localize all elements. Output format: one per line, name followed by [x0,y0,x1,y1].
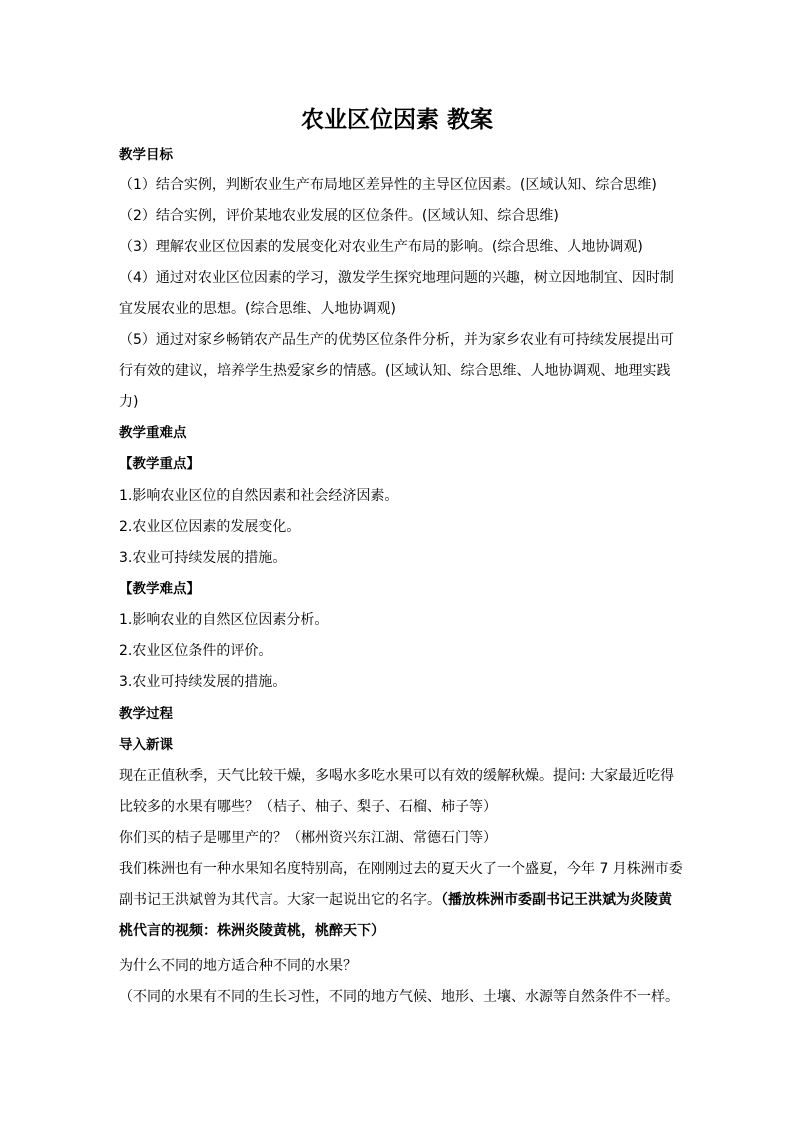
process-line: 现在正值秋季，天气比较干燥，多喝水多吃水果可以有效的缓解秋燥。提问: 大家最近吃得 [119,768,675,784]
objective-item: （4）通过对农业区位因素的学习，激发学生探究地理问题的兴趣，树立因地制宜、因时制 [119,270,674,286]
difficult-point-item: 1.影响农业的自然区位因素分析。 [119,612,329,628]
process-question: 为什么不同的地方适合种不同的水果？ [119,958,357,974]
difficult-point-item: 3.农业可持续发展的措施。 [119,674,287,690]
key-point-item: 3.农业可持续发展的措施。 [119,550,287,566]
video-note-bold: （播放株洲市委副书记王洪斌为炎陵黄 [441,892,672,908]
subheading-difficult-points: 【教学难点】 [119,581,200,597]
process-answer: （不同的水果有不同的生长习性，不同的地方气候、地形、土壤、水源等自然条件不一样。 [119,989,679,1005]
section-heading-process: 教学过程 [119,706,173,722]
process-line-text: 副书记王洪斌曾为其代言。大家一起说出它的名字。 [119,892,441,908]
objective-item: 宜发展农业的思想。(综合思维、人地协调观) [119,301,396,317]
process-line-mixed [119,890,689,910]
section-heading-key-difficult: 教学重难点 [119,425,187,441]
process-line: 你们买的桔子是哪里产的？（郴州资兴东江湖、常德石门等） [119,830,497,846]
objective-item: （2）结合实例，评价某地农业发展的区位条件。(区域认知、综合思维) [119,208,559,224]
process-line: 我们株洲也有一种水果知名度特别高，在刚刚过去的夏天火了一个盛夏，今年 7 月株洲市委 [119,861,683,877]
objective-item: 行有效的建议，培养学生热爱家乡的情感。(区域认知、综合思维、人地协调观、地理实践 [119,363,671,379]
objective-item: （5）通过对家乡畅销农产品生产的优势区位条件分析，并为家乡农业有可持续发展提出可 [119,332,674,348]
objective-item: （3）理解农业区位因素的发展变化对农业生产布局的影响。(综合思维、人地协调观) [119,239,643,255]
key-point-item: 1.影响农业区位的自然因素和社会经济因素。 [119,488,399,504]
page-title: 农业区位因素 教案 [300,107,493,133]
objective-item: （1）结合实例，判断农业生产布局地区差异性的主导区位因素。(区域认知、综合思维) [119,177,657,193]
video-note-bold-continued: 桃代言的视频：株洲炎陵黄桃，桃醉天下） [119,923,385,939]
difficult-point-item: 2.农业区位条件的评价。 [119,643,273,659]
subheading-intro: 导入新课 [119,737,173,753]
objective-item: 力) [119,394,139,410]
key-point-item: 2.农业区位因素的发展变化。 [119,519,301,535]
section-heading-objectives: 教学目标 [119,147,173,163]
subheading-key-points: 【教学重点】 [119,456,200,472]
process-line: 比较多的水果有哪些？（桔子、柚子、梨子、石榴、柿子等） [119,799,497,815]
